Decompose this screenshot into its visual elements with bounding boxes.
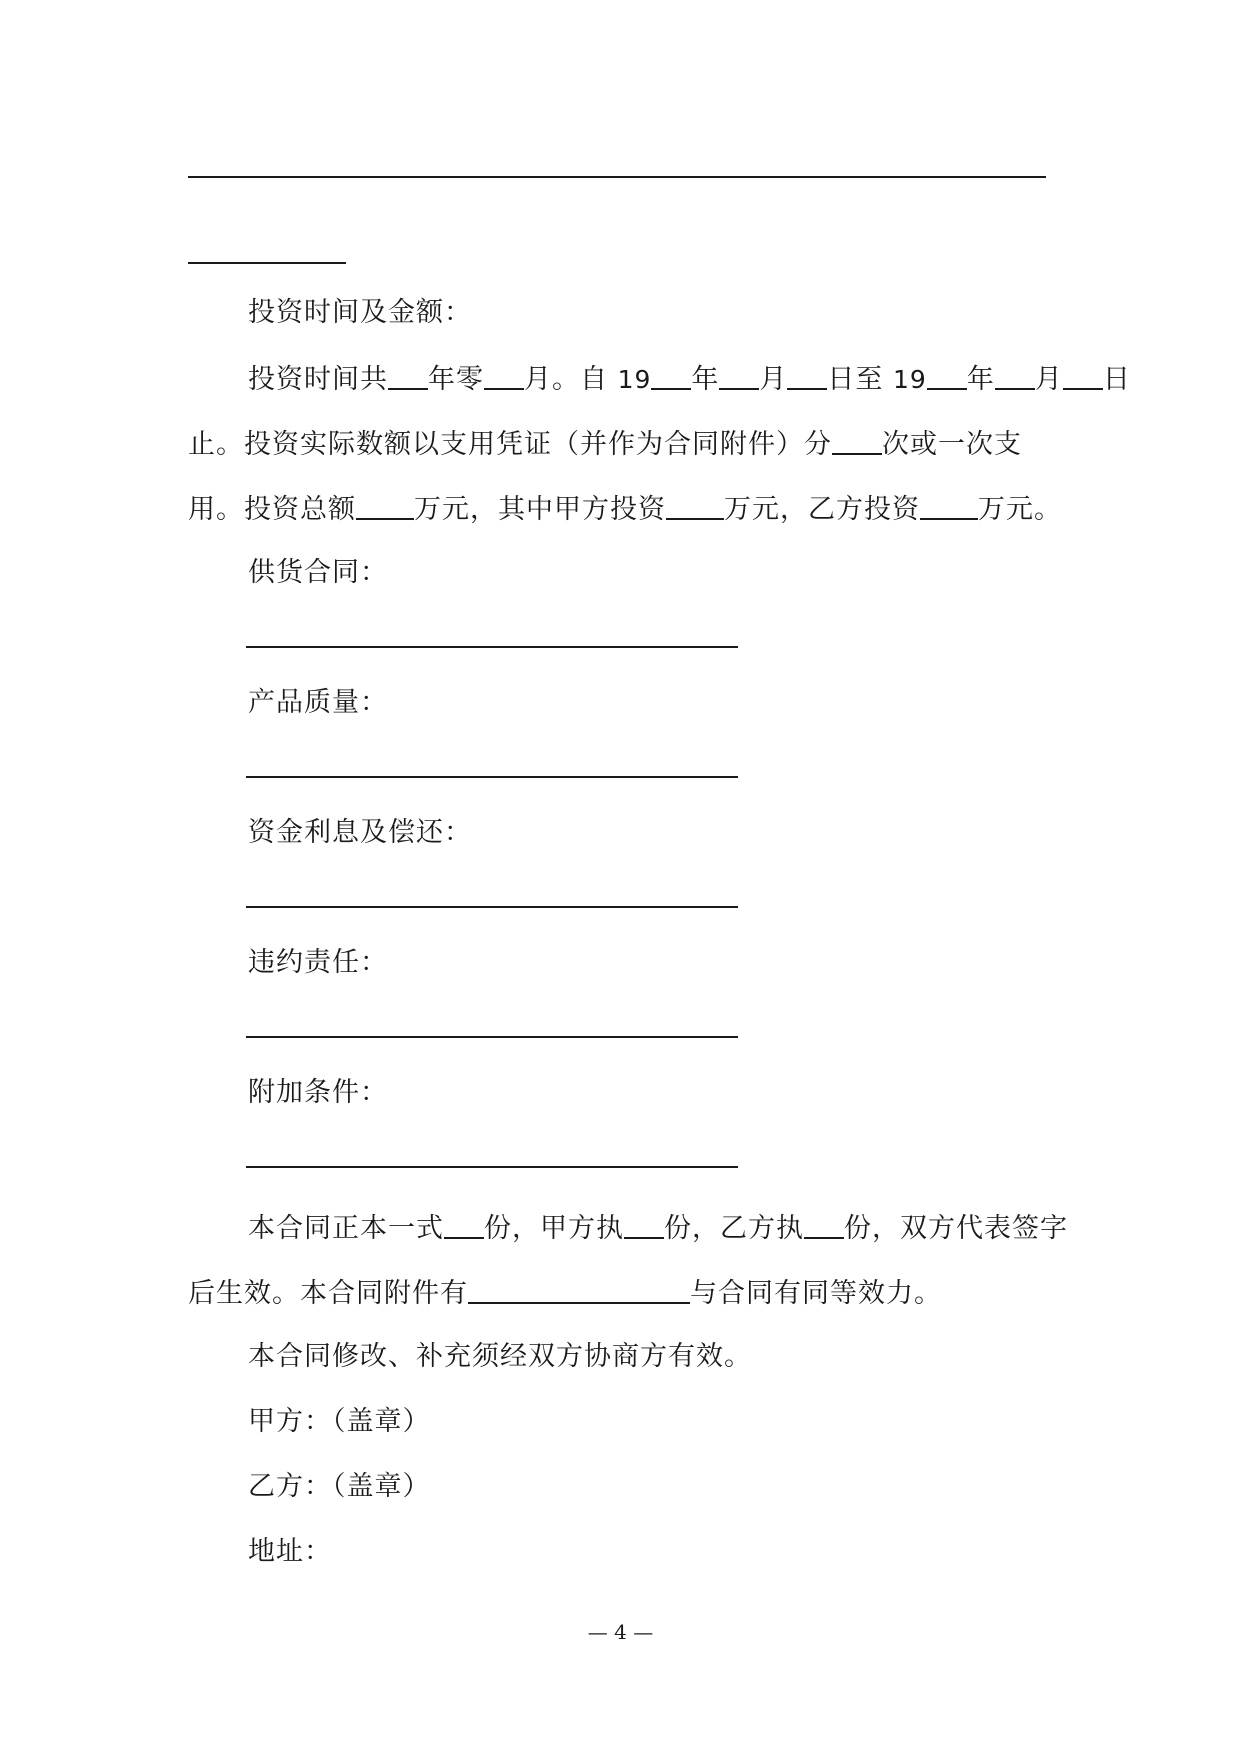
interest-repayment-heading: 资金利息及偿还： <box>248 817 472 848</box>
copies-paragraph-line-2 <box>188 1272 942 1314</box>
address-label: 地址： <box>248 1536 332 1567</box>
blank-total-amount <box>356 488 414 520</box>
text: 月 <box>1034 364 1063 395</box>
text: 本合同正本一式 <box>248 1213 444 1244</box>
blank-start-year <box>651 358 691 390</box>
party-b-seal: 乙方：（盖章） <box>248 1471 431 1502</box>
fill-in-rule-supply <box>246 646 738 648</box>
text: 投资时间共 <box>248 364 388 395</box>
fill-in-rule-additional <box>246 1166 738 1168</box>
blank-years <box>388 358 428 390</box>
blank-installments <box>832 423 882 455</box>
investment-heading: 投资时间及金额： <box>248 297 472 328</box>
blank-start-month <box>719 358 759 390</box>
page-number: — 4 — <box>587 1620 654 1644</box>
blank-party-a-amount <box>666 488 724 520</box>
blank-months <box>484 358 524 390</box>
investment-paragraph-line-2 <box>188 423 1022 465</box>
text: 年 <box>691 364 720 395</box>
text: 后生效。本合同附件有 <box>188 1278 468 1309</box>
year-prefix: 19 <box>893 365 927 394</box>
text: 止。投资实际数额以支用凭证（并作为合同附件）分 <box>188 429 832 460</box>
fill-in-rule-interest <box>246 906 738 908</box>
fill-in-rule-liability <box>246 1036 738 1038</box>
text: 月 <box>759 364 788 395</box>
text: 年 <box>966 364 995 395</box>
investment-paragraph-line-1 <box>248 358 1131 400</box>
text: 月。自 <box>524 364 618 395</box>
text: 份，乙方执 <box>664 1213 804 1244</box>
text: 日 <box>1102 364 1131 395</box>
party-a-seal: 甲方：（盖章） <box>248 1406 431 1437</box>
fill-in-rule-quality <box>246 776 738 778</box>
blank-party-b-amount <box>920 488 978 520</box>
blank-copies-party-a <box>624 1207 664 1239</box>
blank-attachments <box>468 1272 690 1304</box>
text: 份，甲方执 <box>484 1213 624 1244</box>
investment-paragraph-line-3 <box>188 488 1062 530</box>
copies-paragraph-line-1 <box>248 1207 1068 1249</box>
blank-start-day <box>787 358 827 390</box>
text: 用。投资总额 <box>188 494 356 525</box>
text: 万元，其中甲方投资 <box>414 494 666 525</box>
fill-in-rule-top-2 <box>188 262 346 264</box>
text: 份，双方代表签字 <box>844 1213 1068 1244</box>
blank-copies-party-b <box>804 1207 844 1239</box>
blank-end-month <box>995 358 1035 390</box>
blank-end-day <box>1063 358 1103 390</box>
fill-in-rule-top-1 <box>188 176 1046 178</box>
breach-liability-heading: 违约责任： <box>248 947 388 978</box>
amendment-clause: 本合同修改、补充须经双方协商方有效。 <box>248 1341 752 1372</box>
text: 日至 <box>827 364 893 395</box>
product-quality-heading: 产品质量： <box>248 687 388 718</box>
text: 万元，乙方投资 <box>724 494 920 525</box>
supply-contract-heading: 供货合同： <box>248 557 388 588</box>
text: 与合同有同等效力。 <box>690 1278 942 1309</box>
blank-copies-total <box>444 1207 484 1239</box>
additional-terms-heading: 附加条件： <box>248 1077 388 1108</box>
text: 次或一次支 <box>882 429 1022 460</box>
text: 年零 <box>428 364 484 395</box>
year-prefix: 19 <box>617 365 652 394</box>
text: 万元。 <box>978 494 1062 525</box>
blank-end-year <box>927 358 967 390</box>
